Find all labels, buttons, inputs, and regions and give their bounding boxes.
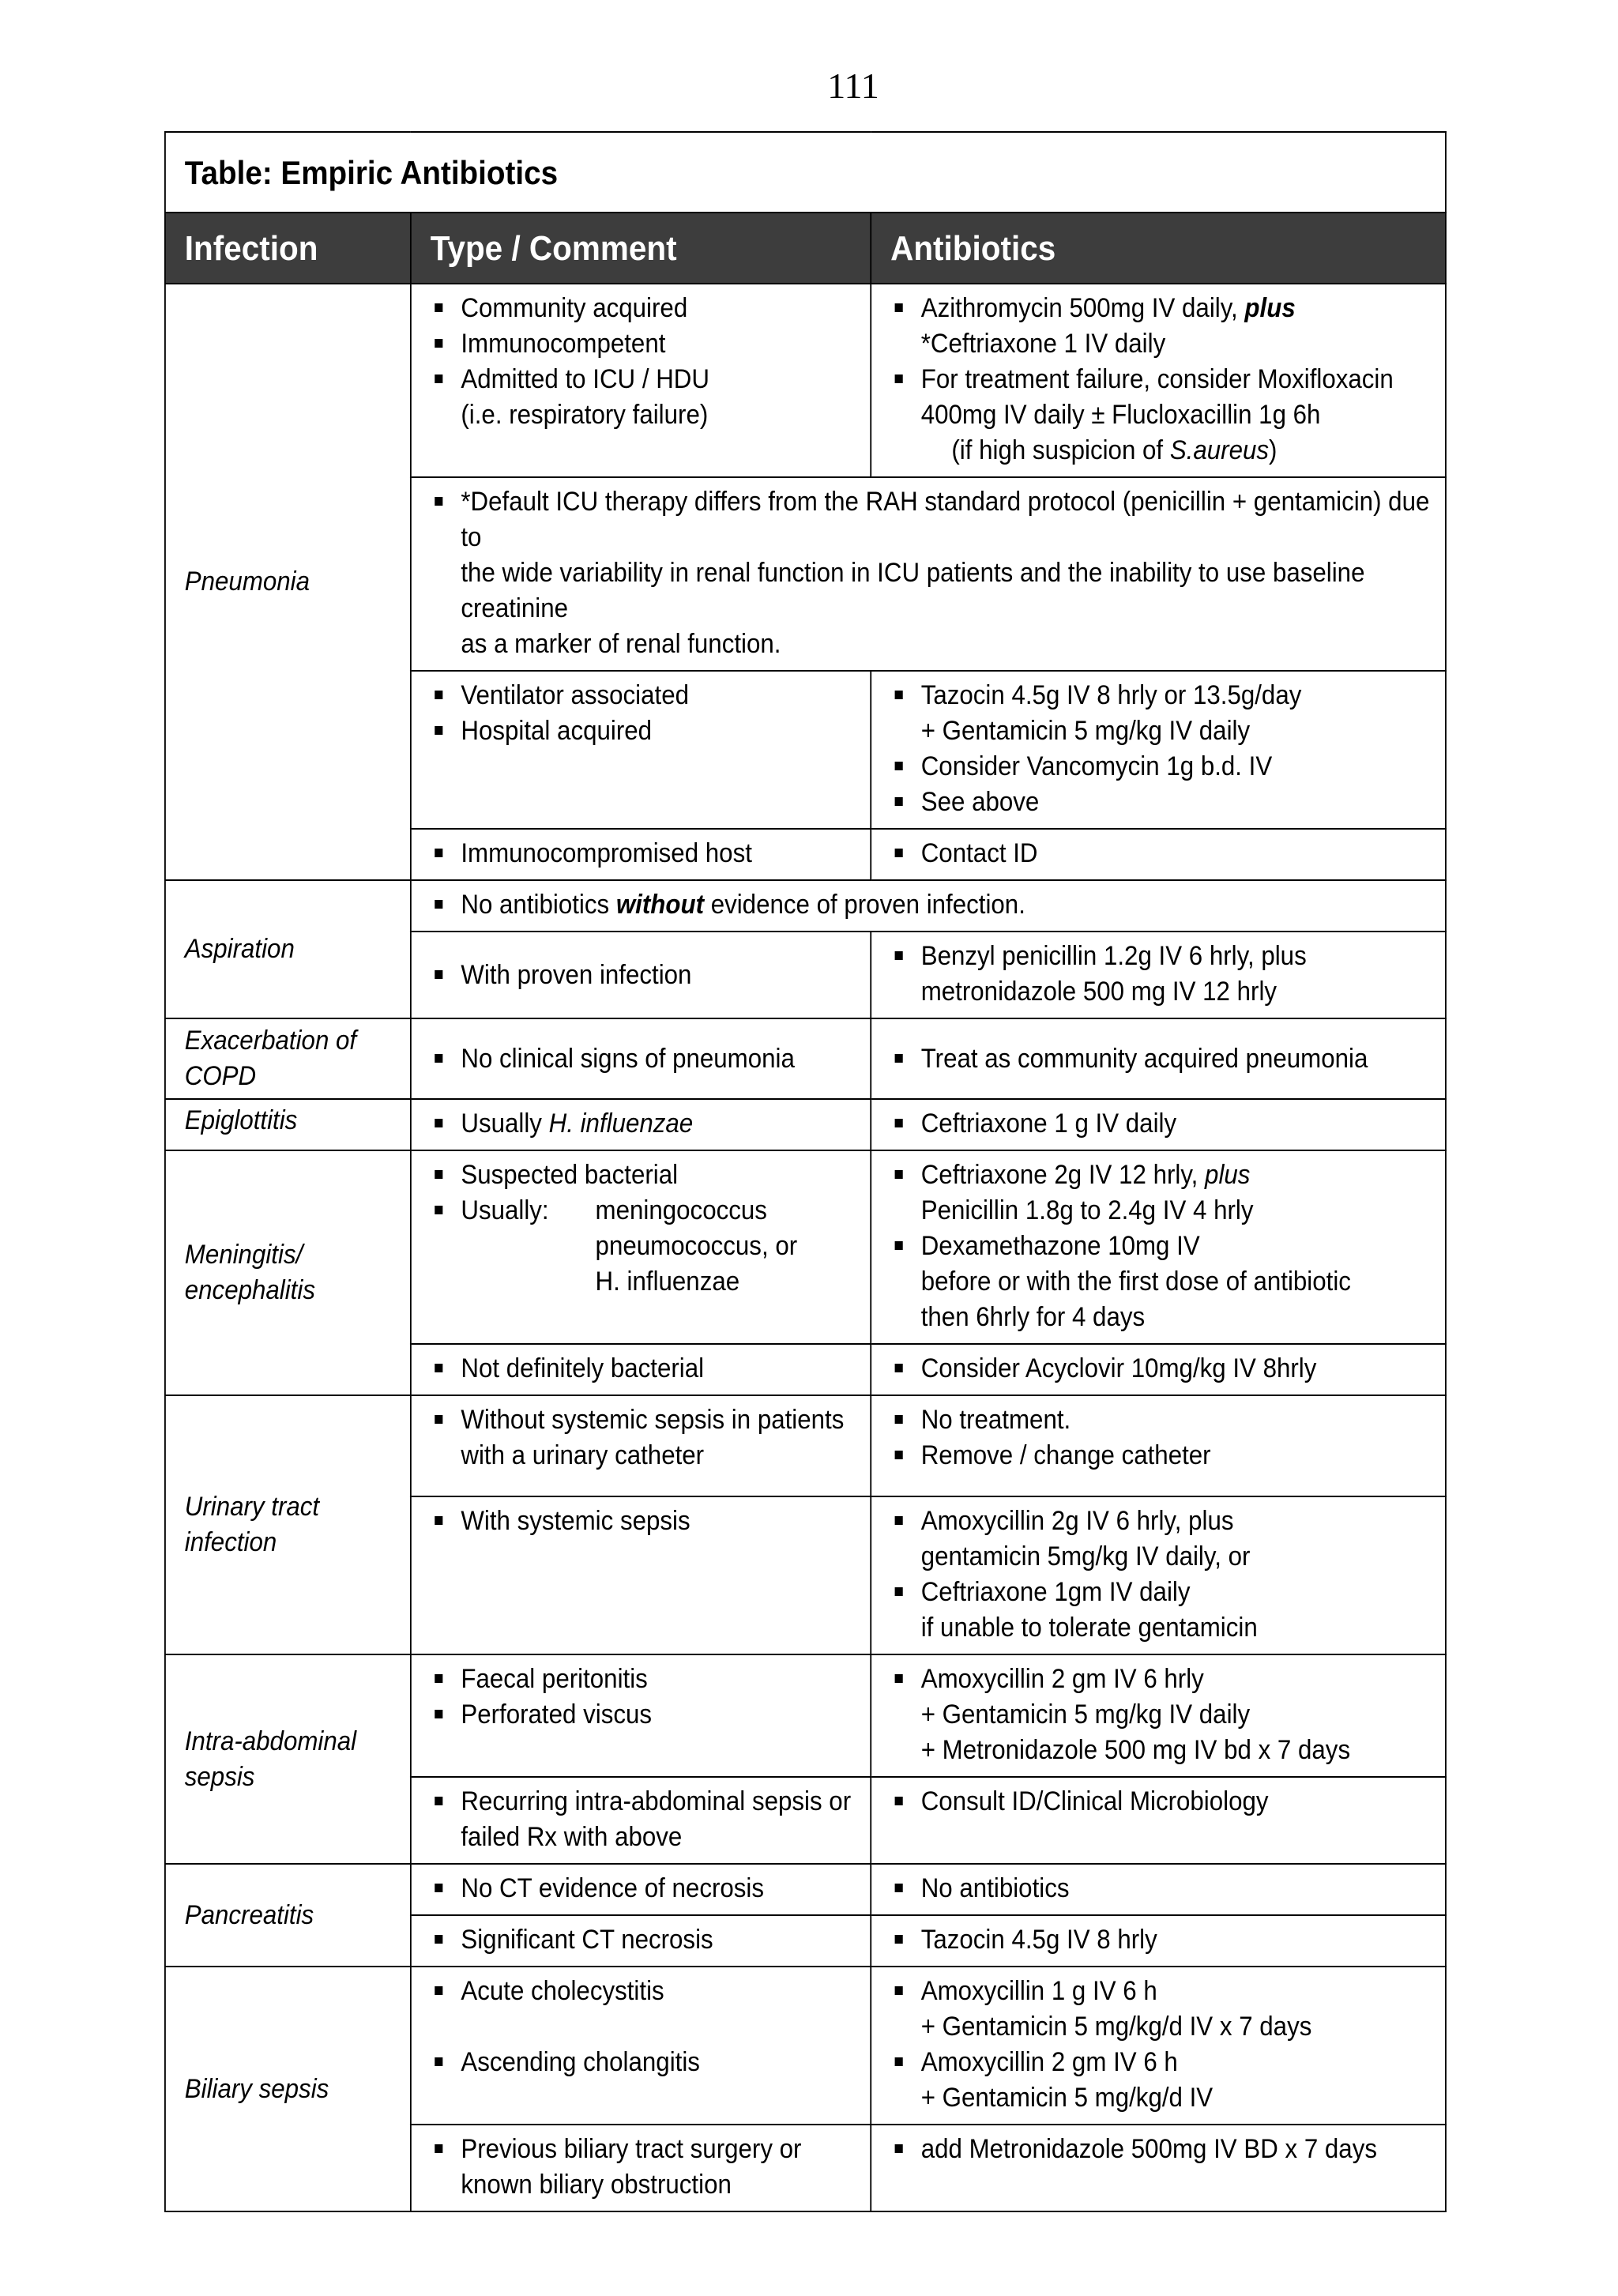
list-item: Amoxycillin 2 gm IV 6 hrly + Gentamicin 5 mg/kg IV daily + Metronidazole 500 mg IV bd x 7 days (921, 1662, 1431, 1768)
infection-epiglottitis: Epiglottitis (165, 1099, 411, 1150)
infection-pneumonia: Pneumonia (165, 284, 411, 880)
list-item: No antibiotics (921, 1871, 1431, 1906)
infection-pancreatitis: Pancreatitis (165, 1864, 411, 1967)
type-cell (411, 1150, 871, 1344)
header-antibiotics: Antibiotics (871, 213, 1446, 284)
list-item: See above (921, 785, 1431, 820)
list-item: Consult ID/Clinical Microbiology (921, 1784, 1431, 1820)
antibiotics-cell (871, 1654, 1446, 1777)
list-item: Admitted to ICU / HDU (i.e. respiratory failure) (461, 362, 856, 433)
type-cell (411, 1496, 871, 1654)
page-number: 111 (827, 66, 879, 106)
antibiotics-cell (871, 1344, 1446, 1395)
type-cell (411, 1395, 871, 1496)
note-cell (411, 880, 1446, 932)
list-item: Ceftriaxone 1 g IV daily (921, 1106, 1431, 1142)
table-header-row (165, 213, 1446, 284)
antibiotics-cell (871, 1150, 1446, 1344)
infection-intra-abdominal: Intra-abdominal sepsis (165, 1654, 411, 1864)
type-cell (411, 1967, 871, 2125)
type-cell (411, 829, 871, 880)
antibiotics-cell (871, 1967, 1446, 2125)
list-item: Consider Vancomycin 1g b.d. IV (921, 749, 1431, 785)
list-item: No CT evidence of necrosis (461, 1871, 856, 1906)
list-item: Faecal peritonitis (461, 1662, 856, 1697)
list-item: Benzyl penicillin 1.2g IV 6 hrly, plus metronidazole 500 mg IV 12 hrly (921, 939, 1431, 1010)
list-item: No clinical signs of pneumonia (461, 1041, 856, 1077)
header-infection: Infection (165, 213, 411, 284)
antibiotics-cell (871, 829, 1446, 880)
table-title: Table: Empiric Antibiotics (165, 132, 1446, 213)
type-cell (411, 284, 871, 477)
table-row (165, 1150, 1446, 1344)
list-item: No treatment. (921, 1402, 1431, 1438)
infection-biliary: Biliary sepsis (165, 1967, 411, 2211)
list-item: Previous biliary tract surgery or known biliary obstruction (461, 2132, 856, 2203)
type-cell (411, 1915, 871, 1967)
antibiotics-cell (871, 1864, 1446, 1915)
antibiotics-cell (871, 1395, 1446, 1496)
note-cell (411, 477, 1446, 671)
list-item: *Default ICU therapy differs from the RAH standard protocol (penicillin + gentamicin) due to the wide variability in renal function in ICU patients and the inability to use baseline creatinine as a marker of renal function. (461, 484, 1430, 662)
list-item: Contact ID (921, 836, 1431, 871)
list-item: Usually: meningococcus pneumococcus, or H. influenzae (461, 1193, 856, 1300)
type-cell (411, 1864, 871, 1915)
list-item: Community acquired (461, 291, 856, 326)
type-cell (411, 1654, 871, 1777)
list-item: add Metronidazole 500mg IV BD x 7 days (921, 2132, 1431, 2167)
type-cell (411, 2125, 871, 2211)
list-item: Significant CT necrosis (461, 1922, 856, 1958)
table-row (165, 1018, 1446, 1099)
list-item: Azithromycin 500mg IV daily, plus *Ceftriaxone 1 IV daily (921, 291, 1431, 362)
infection-aspiration: Aspiration (165, 880, 411, 1018)
antibiotics-cell (871, 2125, 1446, 2211)
list-item: Consider Acyclovir 10mg/kg IV 8hrly (921, 1351, 1431, 1387)
list-item: No antibiotics without evidence of proven infection. (461, 887, 1430, 923)
antibiotics-cell (871, 284, 1446, 477)
antibiotics-cell (871, 1496, 1446, 1654)
type-cell (411, 1018, 871, 1099)
list-item: Ventilator associated (461, 678, 856, 713)
table-row (165, 880, 1446, 932)
header-type-comment: Type / Comment (411, 213, 871, 284)
list-item: Amoxycillin 1 g IV 6 h + Gentamicin 5 mg/kg/d IV x 7 days (921, 1974, 1431, 2045)
list-item: Ceftriaxone 1gm IV daily if unable to tolerate gentamicin (921, 1575, 1431, 1646)
table-row (165, 284, 1446, 477)
list-item: Suspected bacterial (461, 1157, 856, 1193)
list-item: Acute cholecystitis (461, 1974, 856, 2009)
list-item: Not definitely bacterial (461, 1351, 856, 1387)
antibiotics-cell (871, 932, 1446, 1018)
list-item: Hospital acquired (461, 713, 856, 749)
list-item: Tazocin 4.5g IV 8 hrly or 13.5g/day + Gentamicin 5 mg/kg IV daily (921, 678, 1431, 749)
type-cell (411, 1344, 871, 1395)
table-row (165, 1099, 1446, 1150)
table-row (165, 1395, 1446, 1496)
list-item: For treatment failure, consider Moxifloxacin 400mg IV daily ± Flucloxacillin 1g 6h (if high suspicion of S.aureus) (921, 362, 1431, 469)
list-item: Ascending cholangitis (461, 2045, 856, 2080)
list-item: Amoxycillin 2 gm IV 6 h + Gentamicin 5 mg/kg/d IV (921, 2045, 1431, 2116)
table-row (165, 1864, 1446, 1915)
list-item: Tazocin 4.5g IV 8 hrly (921, 1922, 1431, 1958)
type-cell (411, 1099, 871, 1150)
type-cell (411, 932, 871, 1018)
infection-meningitis: Meningitis/ encephalitis (165, 1150, 411, 1395)
list-item: Recurring intra-abdominal sepsis or failed Rx with above (461, 1784, 856, 1855)
infection-uti: Urinary tract infection (165, 1395, 411, 1654)
antibiotics-cell (871, 1018, 1446, 1099)
type-cell (411, 1777, 871, 1864)
antibiotics-cell (871, 671, 1446, 829)
list-item: Perforated viscus (461, 1697, 856, 1733)
list-item: Amoxycillin 2g IV 6 hrly, plus gentamicin 5mg/kg IV daily, or (921, 1504, 1431, 1575)
table-row (165, 1654, 1446, 1777)
antibiotics-cell (871, 1915, 1446, 1967)
list-item: Usually H. influenzae (461, 1106, 856, 1142)
list-item: With systemic sepsis (461, 1504, 856, 1539)
table-title-row (165, 132, 1446, 213)
infection-copd: Exacerbation of COPD (165, 1018, 411, 1099)
type-cell (411, 671, 871, 829)
list-item: Remove / change catheter (921, 1438, 1431, 1474)
list-item: Immunocompetent (461, 326, 856, 362)
list-item: Treat as community acquired pneumonia (921, 1041, 1431, 1077)
list-item: Dexamethazone 10mg IV before or with the first dose of antibiotic then 6hrly for 4 days (921, 1229, 1431, 1335)
list-item: Without systemic sepsis in patients with a urinary catheter (461, 1402, 856, 1474)
list-item: Ceftriaxone 2g IV 12 hrly, plus Penicillin 1.8g to 2.4g IV 4 hrly (921, 1157, 1431, 1229)
antibiotics-cell (871, 1777, 1446, 1864)
list-item: Immunocompromised host (461, 836, 856, 871)
table-row (165, 1967, 1446, 2125)
list-item: With proven infection (461, 958, 856, 993)
empiric-antibiotics-table (164, 131, 1447, 2212)
antibiotics-cell (871, 1099, 1446, 1150)
